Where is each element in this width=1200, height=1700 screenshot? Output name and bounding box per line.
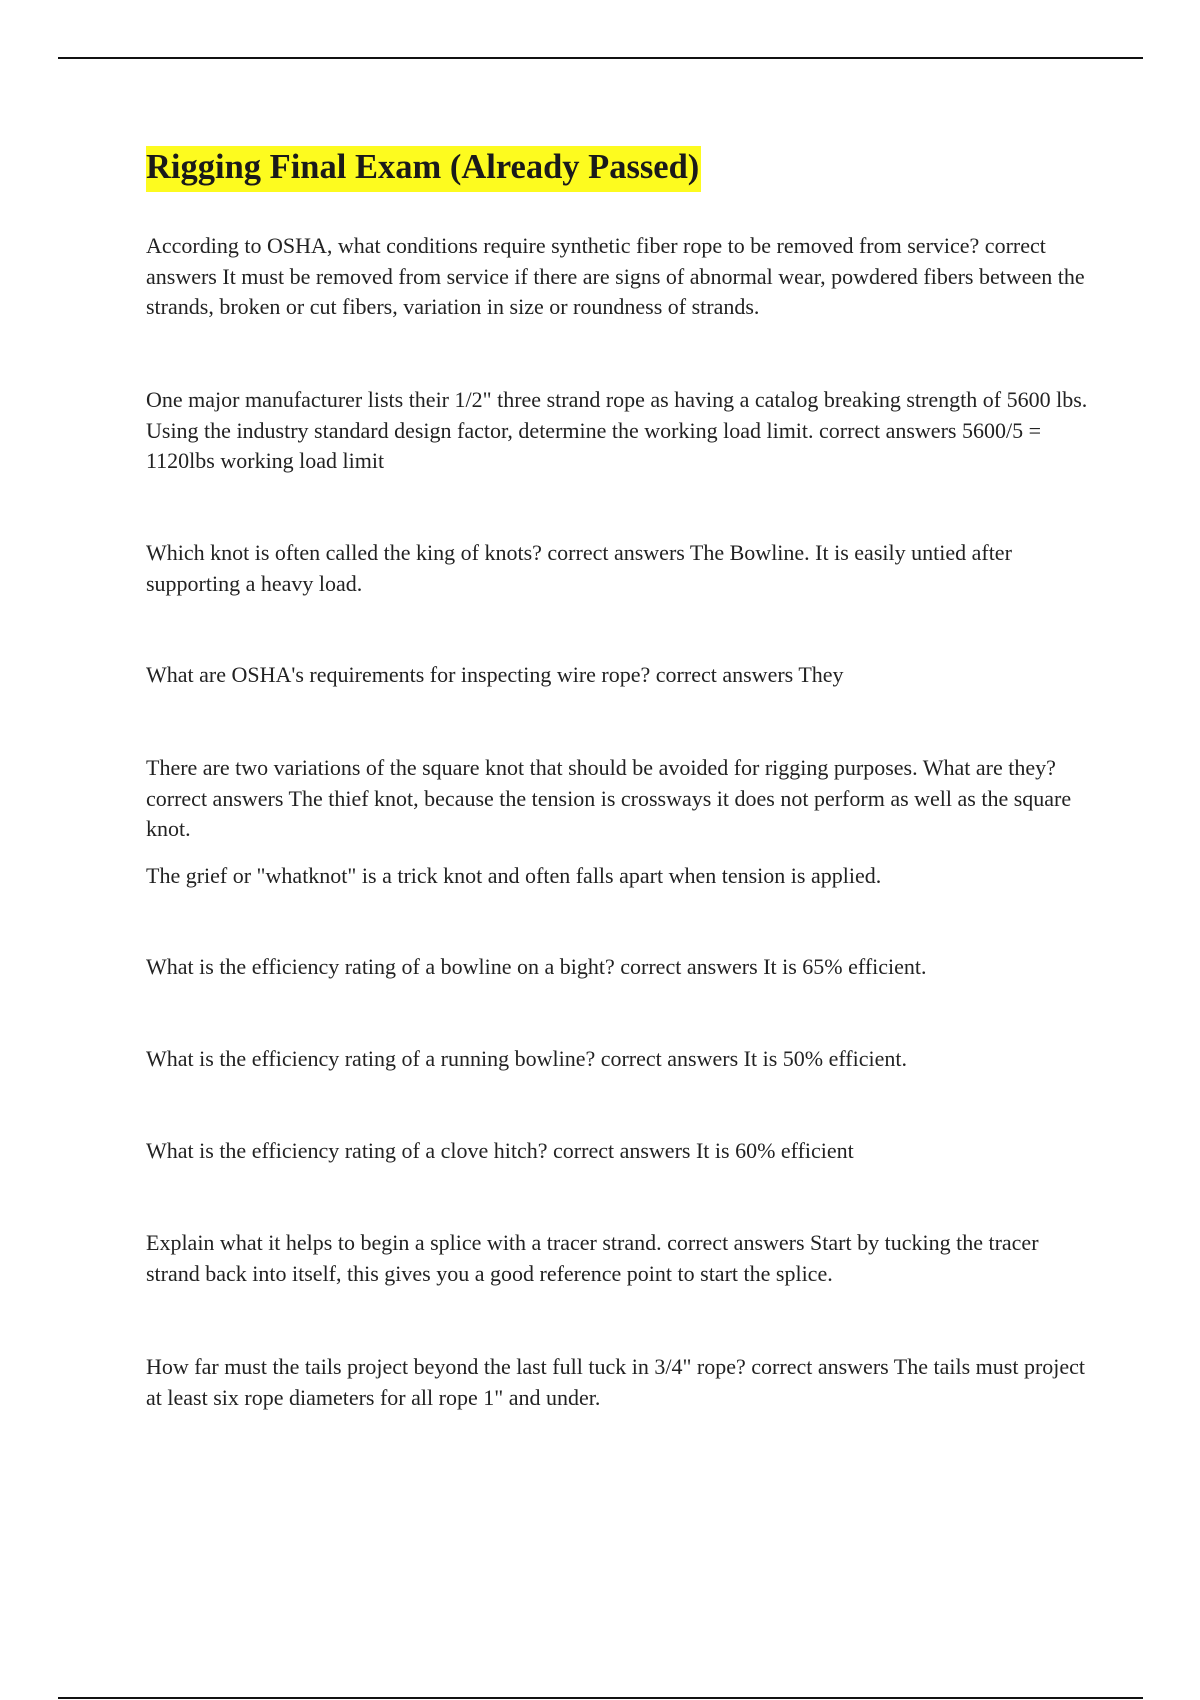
qa-item-synthetic-rope-removal: According to OSHA, what conditions require synthetic fiber rope to be removed from service? correct answers It must be removed from service if there are signs of abnormal wear, powdered fibers between the strands, broken or cut fibers, variation in size or roundness of strands. bbox=[146, 233, 1085, 319]
qa-item-king-of-knots: Which knot is often called the king of knots? correct answers The Bowline. It is easily untied after supporting a heavy load. bbox=[146, 540, 1012, 596]
document-title bbox=[146, 143, 701, 191]
qa-item-tracer-strand: Explain what it helps to begin a splice with a tracer strand. correct answers Start by tucking the tracer strand back into itself, this gives you a good reference point to start the splice. bbox=[146, 1230, 1039, 1286]
qa-item-running-bowline: What is the efficiency rating of a running bowline? correct answers It is 50% efficient. bbox=[146, 1046, 907, 1071]
top-rule bbox=[58, 57, 1143, 59]
qa-item-bowline-on-bight: What is the efficiency rating of a bowline on a bight? correct answers It is 65% efficient. bbox=[146, 954, 927, 979]
qa-item-wire-rope-inspection: What are OSHA's requirements for inspecting wire rope? correct answers They bbox=[146, 662, 844, 687]
qa-item-tail-projection: How far must the tails project beyond the last full tuck in 3/4" rope? correct answers The tails must project at least six rope diameters for all rope 1" and under. bbox=[146, 1354, 1086, 1410]
qa-item-square-knot-variations: There are two variations of the square knot that should be avoided for rigging purposes. What are they? correct answers The thief knot, because the tension is crossways it does not perform as well as the square knot. bbox=[146, 755, 1072, 841]
document-title-text: Rigging Final Exam (Already Passed) bbox=[146, 146, 701, 192]
qa-item-clove-hitch: What is the efficiency rating of a clove hitch? correct answers It is 60% efficient bbox=[146, 1138, 854, 1163]
qa-item-grief-knot: The grief or "whatknot" is a trick knot and often falls apart when tension is applied. bbox=[146, 863, 882, 888]
bottom-rule bbox=[58, 1697, 1143, 1699]
qa-item-working-load-limit: One major manufacturer lists their 1/2" three strand rope as having a catalog breaking strength of 5600 lbs. Using the industry standard design factor, determine the working load limit. correct answers 5600/5 = 1120lbs working load limit bbox=[146, 387, 1088, 473]
